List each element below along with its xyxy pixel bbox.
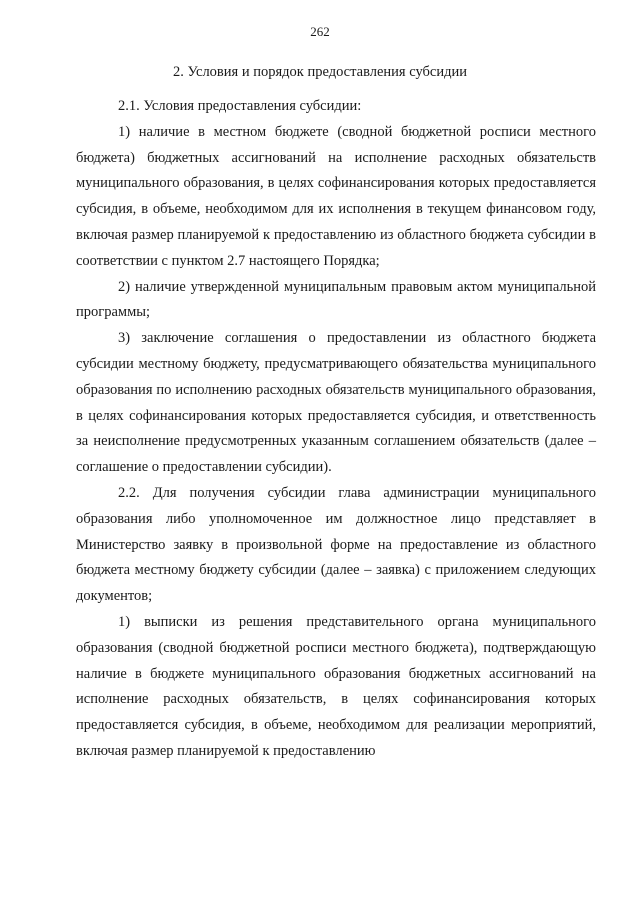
section-heading: 2. Условия и порядок предоставления субсидии: [172, 64, 467, 80]
paragraph-condition-2: 2) наличие утвержденной муниципальным правовым актом муниципальной программы;: [76, 278, 596, 321]
paragraph-2-2: 2.2. Для получения субсидии глава администрации муниципального образования либо уполномоченное им должностное лицо представляет в Министерство заявку в произвольной форме на предоставление из областного бюджета местному бюджету субсидии (далее – заявка) с приложением следующих документов;: [76, 484, 596, 605]
paragraph-document-1: 1) выписки из решения представительного органа муниципального образования (сводной бюджетной росписи местного бюджета), подтверждающую наличие в бюджете муниципального образования бюджетных ассигнований на исполнение расходных обязательств, в целях софинансирования которых предоставляется субсидия, в объеме, необходимом для реализации мероприятий, включая размер планируемой к предоставлению: [76, 613, 596, 759]
document-body: [76, 94, 596, 765]
paragraph-condition-3: 3) заключение соглашения о предоставлении из областного бюджета субсидии местному бюджету, предусматривающего обязательства муниципального образования по исполнению расходных обязательств муниципального образования, в целях софинансирования которых предоставляется субсидия, и ответственность за неисполнение предусмотренных указанным соглашением обязательств (далее – соглашение о предоставлении субсидии).: [76, 330, 596, 476]
page-number: 262: [310, 24, 330, 39]
paragraph-condition-1: 1) наличие в местном бюджете (сводной бюджетной росписи местного бюджета) бюджетных ассигнований на исполнение расходных обязательств муниципального образования, в целях софинансирования которых предоставляется субсидия, в объеме, необходимом для их исполнения в текущем финансовом году, включая размер планируемой к предоставлению из областного бюджета субсидии в соответствии с пунктом 2.7 настоящего Порядка;: [76, 123, 596, 269]
paragraph-2-1: 2.1. Условия предоставления субсидии:: [118, 98, 362, 114]
